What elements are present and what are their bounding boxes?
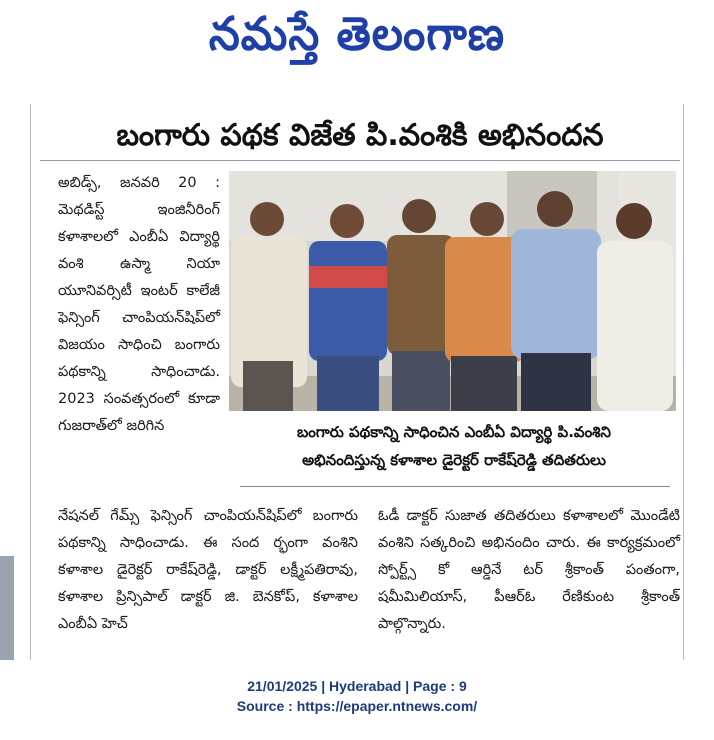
article-photo (229, 171, 676, 411)
photo-caption (232, 418, 676, 484)
headline-divider (40, 160, 680, 161)
source-footer (0, 676, 714, 716)
edition-info: 21/01/2025 | Hyderabad | Page : 9 (247, 678, 467, 694)
caption-line-2: అభినందిస్తున్న కళాశాల డైరెక్టర్ రాకేష్‌రెడ్డి తదితరులు (302, 451, 606, 469)
masthead (0, 0, 714, 80)
adjacent-photo-fragment (0, 556, 14, 660)
article-column-2: నేషనల్ గేమ్స్ ఫెన్సింగ్ చాంపియన్‌షిప్‌లో బంగారు పథకాన్ని సాధించాడు. ఈ సంద ర్భంగా వంశిని కళాశాల డైరెక్టర్ రాకేష్‌రెడ్డి, డాక్టర్ లక్ష్మీపతిరావు, కళాశాల ప్రిన్సిపాల్ డాక్టర్ జి. బెనకోప్, కళాశాల ఎంబీఏ హెచ్ (58, 508, 358, 632)
source-link: Source : https://epaper.ntnews.com/ (236, 698, 478, 714)
article-column-3: ఓడీ డాక్టర్ సుజాత తదితరులు కళాశాలలో మొండేటి వంశిని సత్కరించి అభినందిం చారు. ఈ కార్యక్రమంలో స్పోర్ట్స్ కో ఆర్డినే టర్ శ్రీకాంత్ పంతంగా, షమీమిలియాస్, పీఆర్‌ఓ రేణికుంట శ్రీకాంత్ పాల్గొన్నారు. (378, 508, 680, 632)
adjacent-column-fragment (0, 104, 14, 660)
caption-divider (240, 486, 670, 487)
newspaper-title: నమస్తే తెలంగాణ (208, 7, 506, 61)
caption-line-1: బంగారు పథకాన్ని సాధించిన ఎంబీఏ విద్యార్థి పి.వంశిని (297, 423, 611, 441)
article-column-1: అబిడ్స్, జనవరి 20 : మెథడిస్ట్ ఇంజినీరింగ్ కళాశాలలో ఎంబీఏ విద్యార్థి వంశి ఉస్మా నియా యూనివర్సిటీ ఇంటర్ కాలేజీ ఫెన్సింగ్ చాంపియన్‌షిప్‌లో విజయం సాధించి బంగారు పథకాన్ని సాధించాడు. 2023 సంవత్సరంలో కూడా గుజరాత్‌లో జరిగిన (58, 175, 220, 434)
group-photo-illustration (229, 171, 676, 411)
article-headline: బంగారు పథక విజేత పి.వంశికి అభినందన (116, 118, 604, 153)
